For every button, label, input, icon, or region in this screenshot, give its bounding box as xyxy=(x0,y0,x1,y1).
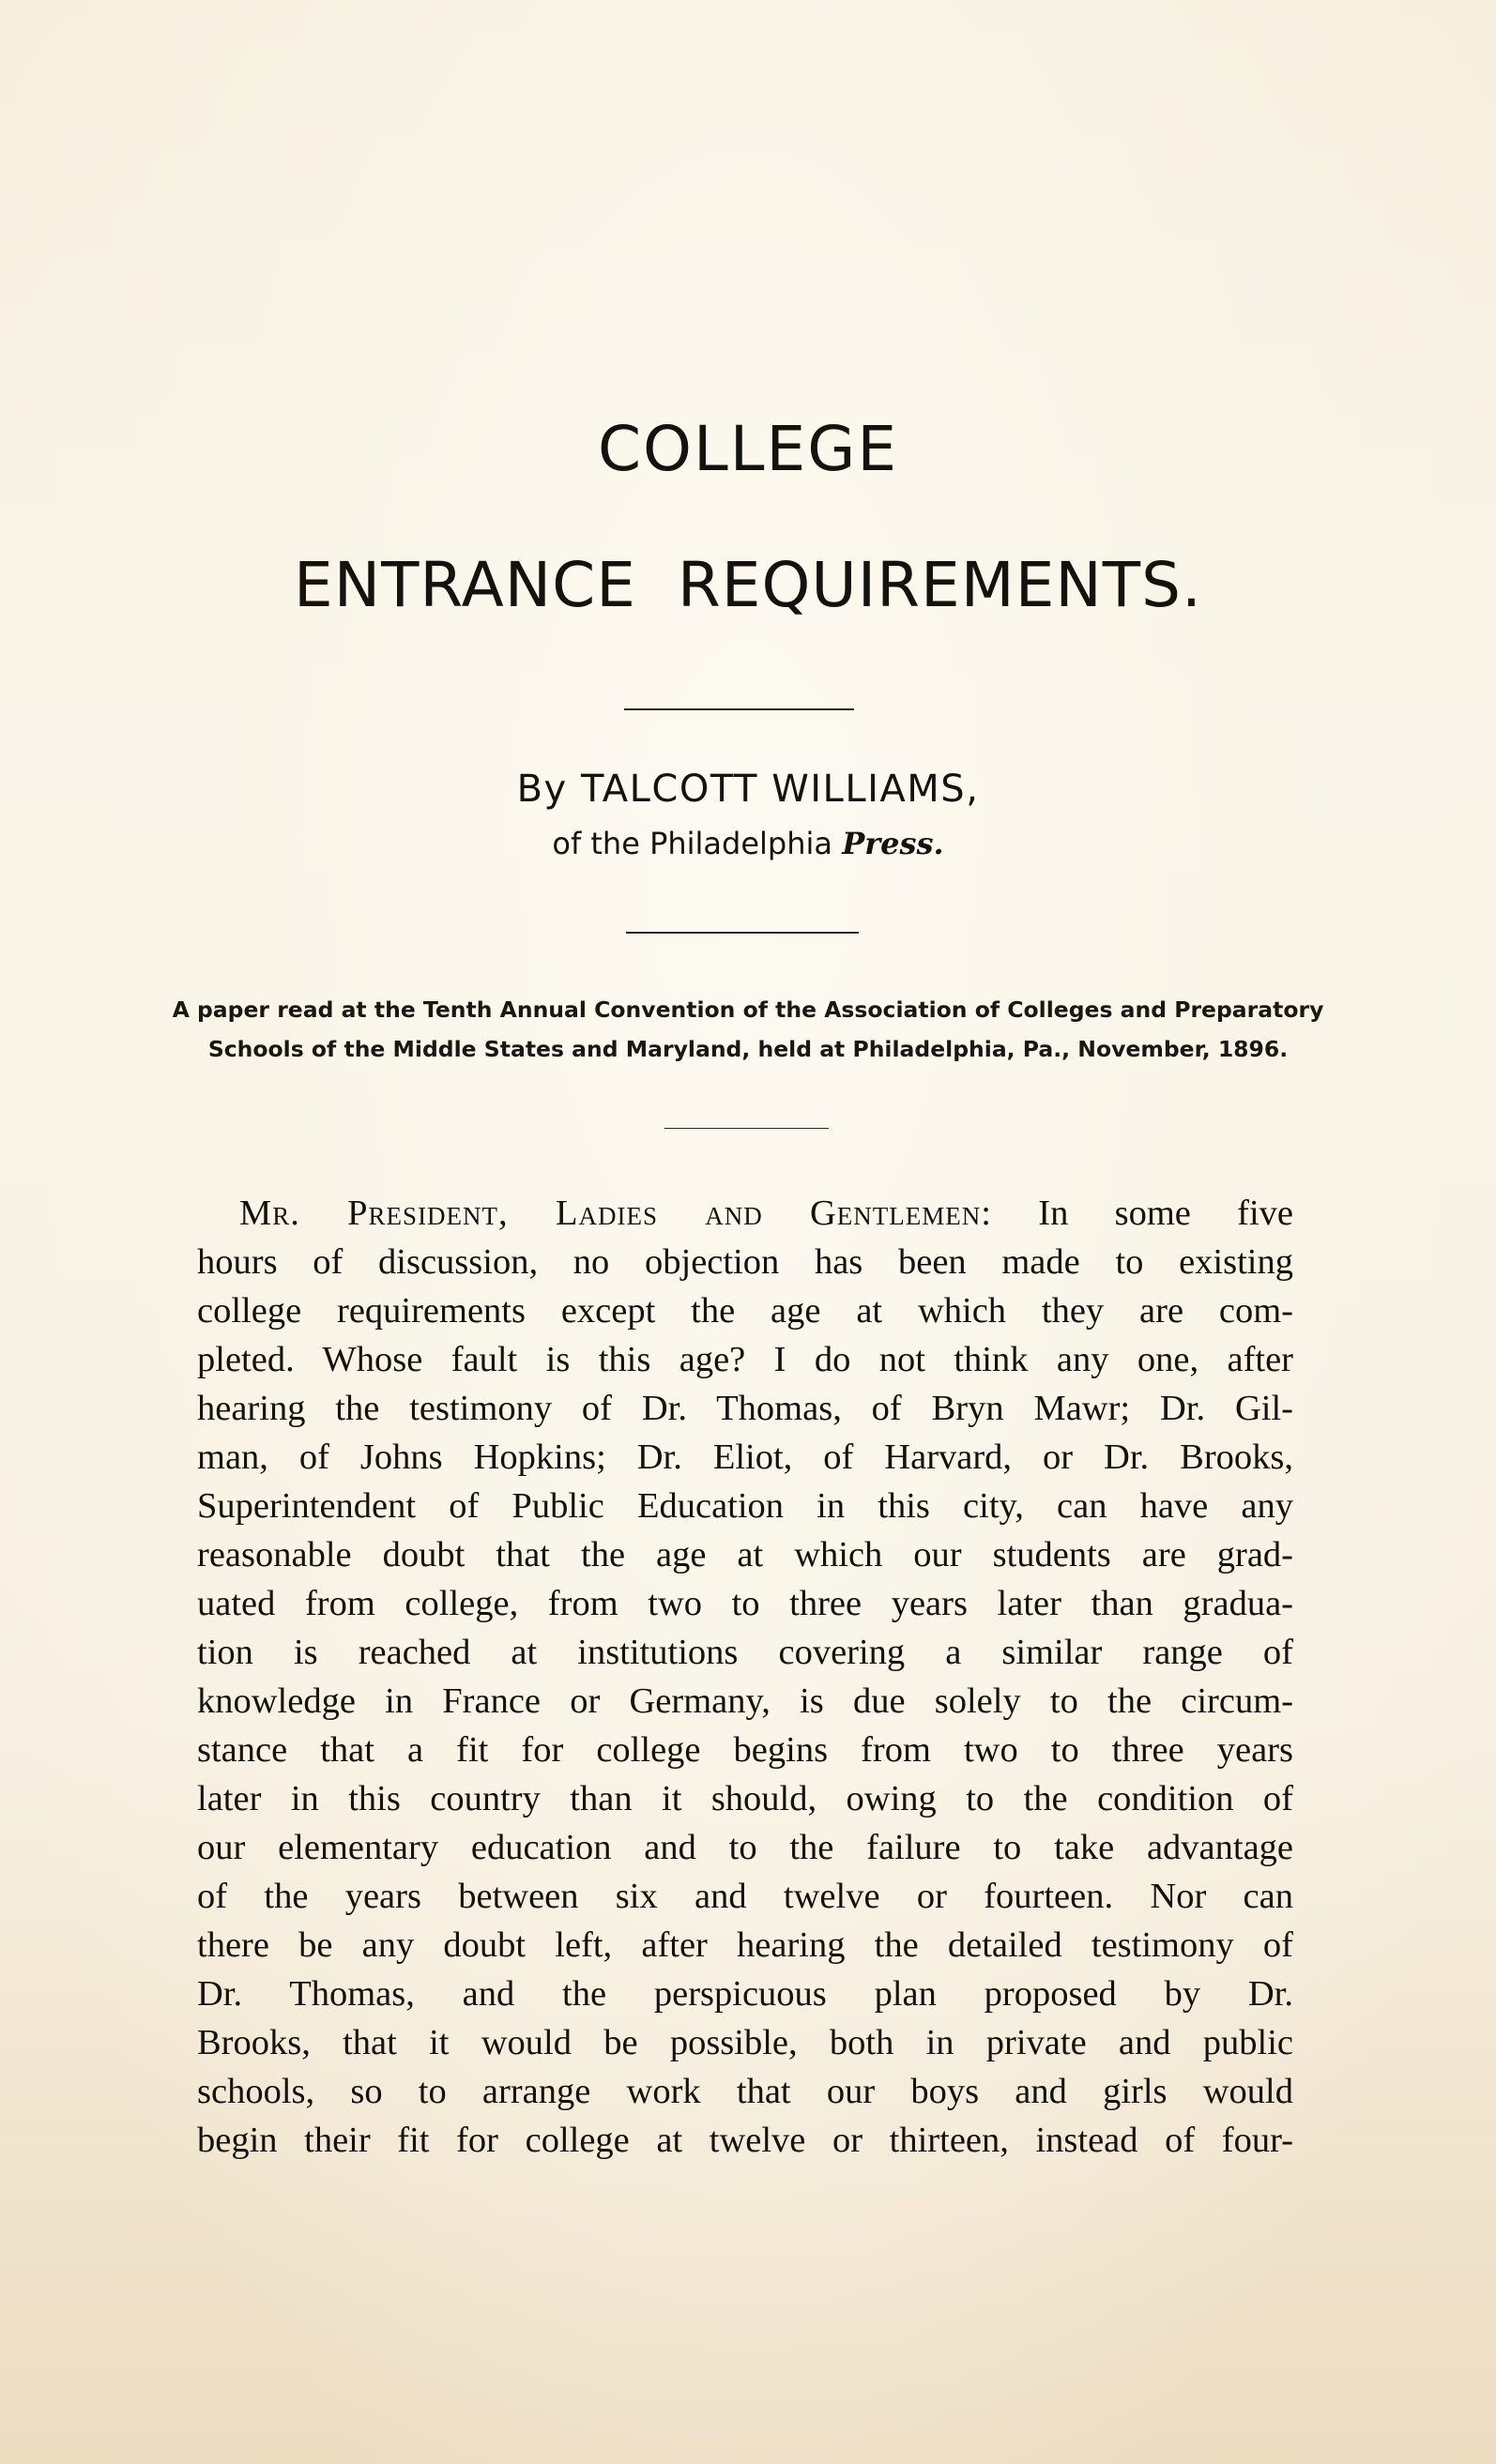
body-line: knowledge in France or Germany, is due solely to the circum- xyxy=(197,1681,1293,1721)
body-line: our elementary education and to the failure to take advantage xyxy=(197,1828,1293,1867)
body-line: college requirements except the age at which they are com- xyxy=(197,1291,1293,1331)
title-line-2: ENTRANCE REQUIREMENTS. xyxy=(294,549,1202,621)
divider-rule xyxy=(664,1128,829,1129)
note-line: Schools of the Middle States and Maryland, held at Philadelphia, Pa., November, 1896. xyxy=(207,1036,1289,1062)
salutation: Mr. President, Ladies and Gentlemen: xyxy=(239,1194,992,1233)
affiliation-prefix: of the Philadelphia xyxy=(552,826,833,861)
title-line-1: COLLEGE xyxy=(597,413,899,485)
body-line: pleted. Whose fault is this age? I do not think any one, after xyxy=(197,1340,1293,1379)
body-line: hearing the testimony of Dr. Thomas, of Bryn Mawr; Dr. Gil- xyxy=(197,1389,1293,1428)
body-line: begin their fit for college at twelve or thirteen, instead of four- xyxy=(197,2121,1293,2160)
body-line: Superintendent of Public Education in this city, can have any xyxy=(197,1486,1293,1526)
publication-note xyxy=(169,990,1327,1069)
body-line: stance that a fit for college begins from two to three years xyxy=(197,1730,1293,1770)
body-line: of the years between six and twelve or fourteen. Nor can xyxy=(197,1877,1293,1916)
body-line: tion is reached at institutions covering a similar range of xyxy=(197,1633,1293,1672)
body-line: schools, so to arrange work that our boys and girls would xyxy=(197,2072,1293,2111)
body-line: there be any doubt left, after hearing the detailed testimony of xyxy=(197,1925,1293,1965)
body-line: Brooks, that it would be possible, both in private and public xyxy=(197,2023,1293,2062)
body-line: Mr. President, Ladies and Gentlemen: In some five xyxy=(239,1194,1294,1233)
byline xyxy=(0,768,1496,811)
body-line: hours of discussion, no objection has been made to existing xyxy=(197,1242,1293,1282)
divider-rule xyxy=(624,708,854,710)
body-line: uated from college, from two to three years later than gradua- xyxy=(197,1584,1293,1623)
affiliation-publication: Press. xyxy=(842,826,944,861)
body-line: Dr. Thomas, and the perspicuous plan proposed by Dr. xyxy=(197,1974,1293,2014)
body-line: man, of Johns Hopkins; Dr. Eliot, of Harvard, or Dr. Brooks, xyxy=(197,1437,1293,1477)
author-name: TALCOTT WILLIAMS, xyxy=(580,768,980,811)
byline-prefix: By xyxy=(516,768,568,811)
note-line: A paper read at the Tenth Annual Convention of the Association of Colleges and Preparatory xyxy=(172,996,1324,1023)
body-line: reasonable doubt that the age at which our students are grad- xyxy=(197,1535,1293,1574)
body-paragraph xyxy=(197,1189,1293,2165)
author-affiliation xyxy=(0,826,1496,861)
body-line: later in this country than it should, owing to the condition of xyxy=(197,1779,1293,1818)
divider-rule xyxy=(626,932,859,934)
